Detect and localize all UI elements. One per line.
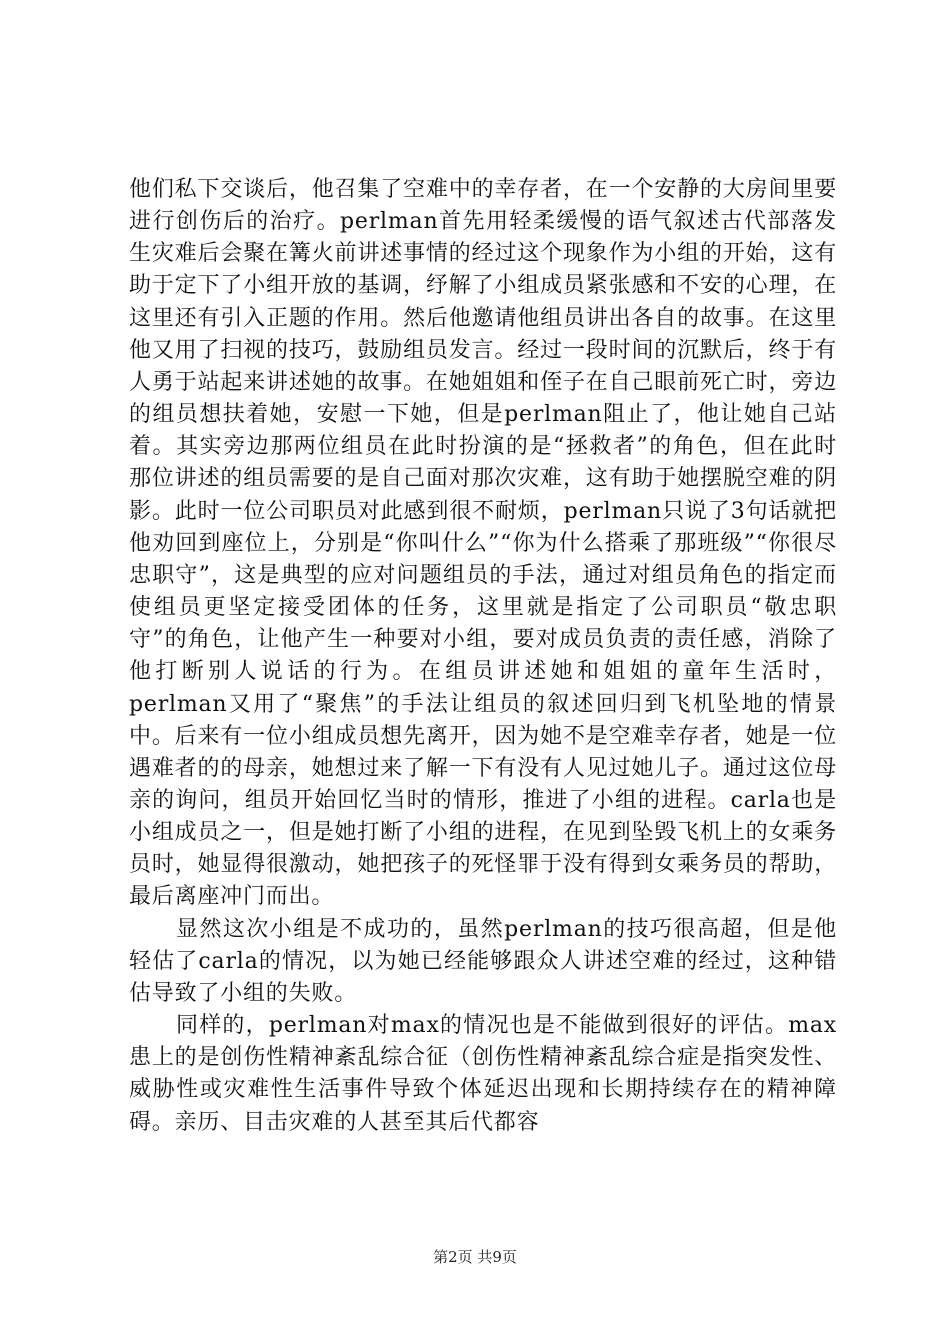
paragraph-3: 同样的，perlman对max的情况也是不能做到很好的评估。max患上的是创伤性精神紊乱综合征（创伤性精神紊乱综合症是指突发性、威胁性或灾难性生活事件导致个体延迟出现和长期持续存在的精神障碍。亲历、目击灾难的人甚至其后代都容 xyxy=(129,1013,837,1135)
page-number: 第2页 共9页 xyxy=(433,1248,517,1266)
paragraph-2: 显然这次小组是不成功的，虽然perlman的技巧很高超，但是他轻估了carla的情况，以为她已经能够跟众人讲述空难的经过，这种错估导致了小组的失败。 xyxy=(129,916,837,1006)
paragraph-1: 他们私下交谈后，他召集了空难中的幸存者，在一个安静的大房间里要进行创伤后的治疗。perlman首先用轻柔缓慢的语气叙述古代部落发生灾难后会聚在篝火前讲述事情的经过这个现象作为小组的开始，这有助于定下了小组开放的基调，纾解了小组成员紧张感和不安的心理，在这里还有引入正题的作用。然后他邀请他组员讲出各自的故事。在这里他又用了扫视的技巧，鼓励组员发言。经过一段时间的沉默后，终于有人勇于站起来讲述她的故事。在她姐姐和侄子在自己眼前死亡时，旁边的组员想扶着她，安慰一下她，但是perlman阻止了，他让她自己站着。其实旁边那两位组员在此时扮演的是“拯救者”的角色，但在此时那位讲述的组员需要的是自己面对那次灾难，这有助于她摆脱空难的阴影。此时一位公司职员对此感到很不耐烦，perlman只说了3句话就把他劝回到座位上，分别是“你叫什么”“你为什么搭乘了那班级”“你很尽忠职守”，这是典型的应对问题组员的手法，通过对组员角色的指定而使组员更坚定接受团体的任务，这里就是指定了公司职员“敬忠职守”的角色，让他产生一种要对小组，要对成员负责的责任感，消除了他打断别人说话的行为。在组员讲述她和姐姐的童年生活时，perlman又用了“聚焦”的手法让组员的叙述回归到飞机坠地的情景中。后来有一位小组成员想先离开，因为她不是空难幸存者，她是一位遇难者的的母亲，她想过来了解一下有没有人见过她儿子。通过这位母亲的询问，组员开始回忆当时的情形，推进了小组的进程。carla也是小组成员之一，但是她打断了小组的进程，在见到坠毁飞机上的女乘务员时，她显得很激动，她把孩子的死怪罪于没有得到女乘务员的帮助，最后离座冲门而出。 xyxy=(129,177,837,910)
page-footer xyxy=(0,1247,950,1267)
body-text xyxy=(129,174,837,1139)
